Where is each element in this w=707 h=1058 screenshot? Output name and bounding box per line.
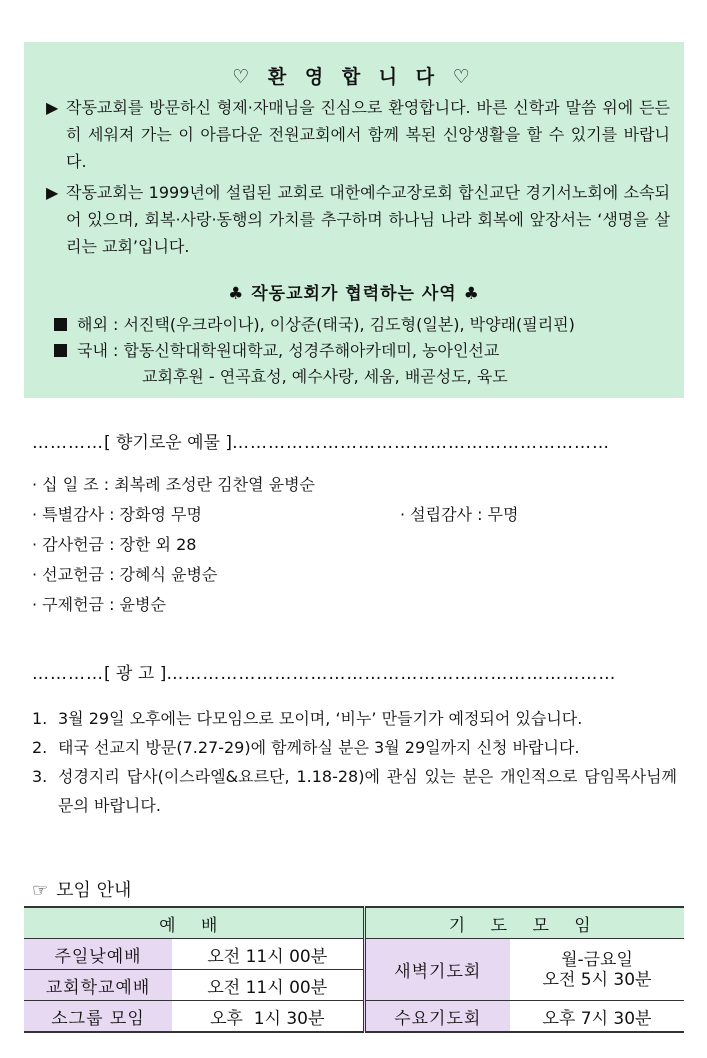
offering-founding: · 설립감사 : 무명 (400, 505, 519, 524)
pointing-hand-icon: ☞ (32, 880, 49, 901)
prayer-time: 오후 7시 30분 (510, 1001, 684, 1033)
schedule-row (24, 1001, 684, 1033)
welcome-paragraph-2 (46, 179, 670, 260)
worship-header: 예 배 (24, 907, 364, 939)
dots-right: ……………………………………………………… (232, 433, 611, 453)
worship-time: 오후 1시 30분 (172, 1001, 364, 1033)
meeting-schedule-table (24, 906, 684, 1033)
ad-text: 성경지리 답사(이스라엘&요르단, 1.18-28)에 관심 있는 분은 개인적으로 담임목사님께 문의 바랍니다. (58, 767, 677, 815)
ad-item (32, 733, 677, 762)
welcome-paragraph-1 (46, 94, 670, 175)
welcome-text-1: 작동교회를 방문하신 형제·자매님을 진심으로 환영합니다. 바른 신학과 말씀 위에 든든히 세워져 가는 이 아름다운 전원교회에서 함께 복된 신앙생활을 할 수 있기를 바랍니다. (66, 98, 670, 171)
offering-mission: · 선교헌금 : 강혜식 윤병순 (32, 565, 218, 584)
offering-thanks: · 감사헌금 : 장한 외 28 (32, 535, 197, 554)
schedule-header-row (24, 907, 684, 939)
worship-name: 교회학교예배 (24, 970, 172, 1001)
welcome-text-2: 작동교회는 1999년에 설립된 교회로 대한예수교장로회 합신교단 경기서노회에 소속되어 있으며, 회복·사랑·동행의 가치를 추구하며 하나님 나라 회복에 앞장서는 ‘생명을 살리는 교회’입니다. (66, 183, 670, 256)
ad-text: 태국 선교지 방문(7.27-29)에 함께하실 분은 3월 29일까지 신청 바랍니다. (58, 738, 580, 757)
prayer-header: 기 도 모 임 (364, 907, 684, 939)
prayer-time-line1: 월-금요일 (561, 949, 633, 970)
offerings-header-text: [ 향기로운 예물 ] (104, 433, 233, 453)
mission-domestic (54, 338, 499, 364)
ad-number: 2. (32, 738, 48, 757)
offerings-header (32, 428, 672, 453)
welcome-title: ♡ 환 영 합 니 다 ♡ (232, 66, 476, 88)
ad-text: 3월 29일 오후에는 다모임으로 모이며, ‘비누’ 만들기가 예정되어 있습니다. (58, 709, 583, 728)
offering-special: · 특별감사 : 장화영 무명 (32, 505, 202, 524)
meeting-title (32, 876, 131, 902)
mission-overseas-text: 해외 : 서진택(우크라이나), 이상준(태국), 김도형(일본), 박양래(필리핀) (77, 315, 575, 334)
worship-time: 오전 11시 00분 (172, 939, 364, 970)
dots-right: ………………………………………………………………… (166, 664, 617, 684)
worship-name: 주일낮예배 (24, 939, 172, 970)
meeting-title-text: 모임 안내 (56, 880, 132, 901)
square-bullet-icon (54, 318, 67, 331)
offering-row (32, 530, 315, 560)
offering-row (32, 560, 315, 590)
offering-row (32, 500, 519, 530)
schedule-row (24, 939, 684, 970)
ad-number: 3. (32, 767, 48, 786)
arrow-icon: ▶ (46, 98, 59, 117)
prayer-time-line2: 오전 5시 30분 (542, 969, 652, 990)
mission-title: ♣ 작동교회가 협력하는 사역 ♣ (228, 284, 480, 304)
prayer-time (510, 939, 684, 1001)
ad-item (32, 704, 677, 733)
mission-domestic-cont: 교회후원 - 연곡효성, 예수사랑, 세움, 배곧성도, 육도 (142, 367, 508, 386)
worship-time: 오전 11시 00분 (172, 970, 364, 1001)
welcome-box (24, 42, 684, 398)
mission-domestic-text: 국내 : 합동신학대학원대학교, 성경주해아카데미, 농아인선교 (77, 341, 500, 360)
offering-row (32, 590, 315, 620)
dots-left: ………… (32, 433, 104, 453)
dots-left: ………… (32, 664, 104, 684)
square-bullet-icon (54, 344, 67, 357)
prayer-name: 수요기도회 (364, 1001, 510, 1033)
ads-header (32, 659, 672, 684)
arrow-icon: ▶ (46, 183, 59, 202)
offering-row (32, 470, 315, 500)
ad-number: 1. (32, 709, 48, 728)
ads-header-text: [ 광 고 ] (104, 664, 167, 684)
offerings-list (32, 470, 519, 620)
ad-item (32, 762, 677, 820)
worship-name: 소그룹 모임 (24, 1001, 172, 1033)
offering-tithe: · 십 일 조 : 최복례 조성란 김찬열 윤병순 (32, 475, 316, 494)
offering-relief: · 구제헌금 : 윤병순 (32, 595, 166, 614)
mission-overseas (54, 312, 575, 338)
prayer-name: 새벽기도회 (364, 939, 510, 1001)
ads-list (32, 704, 677, 820)
